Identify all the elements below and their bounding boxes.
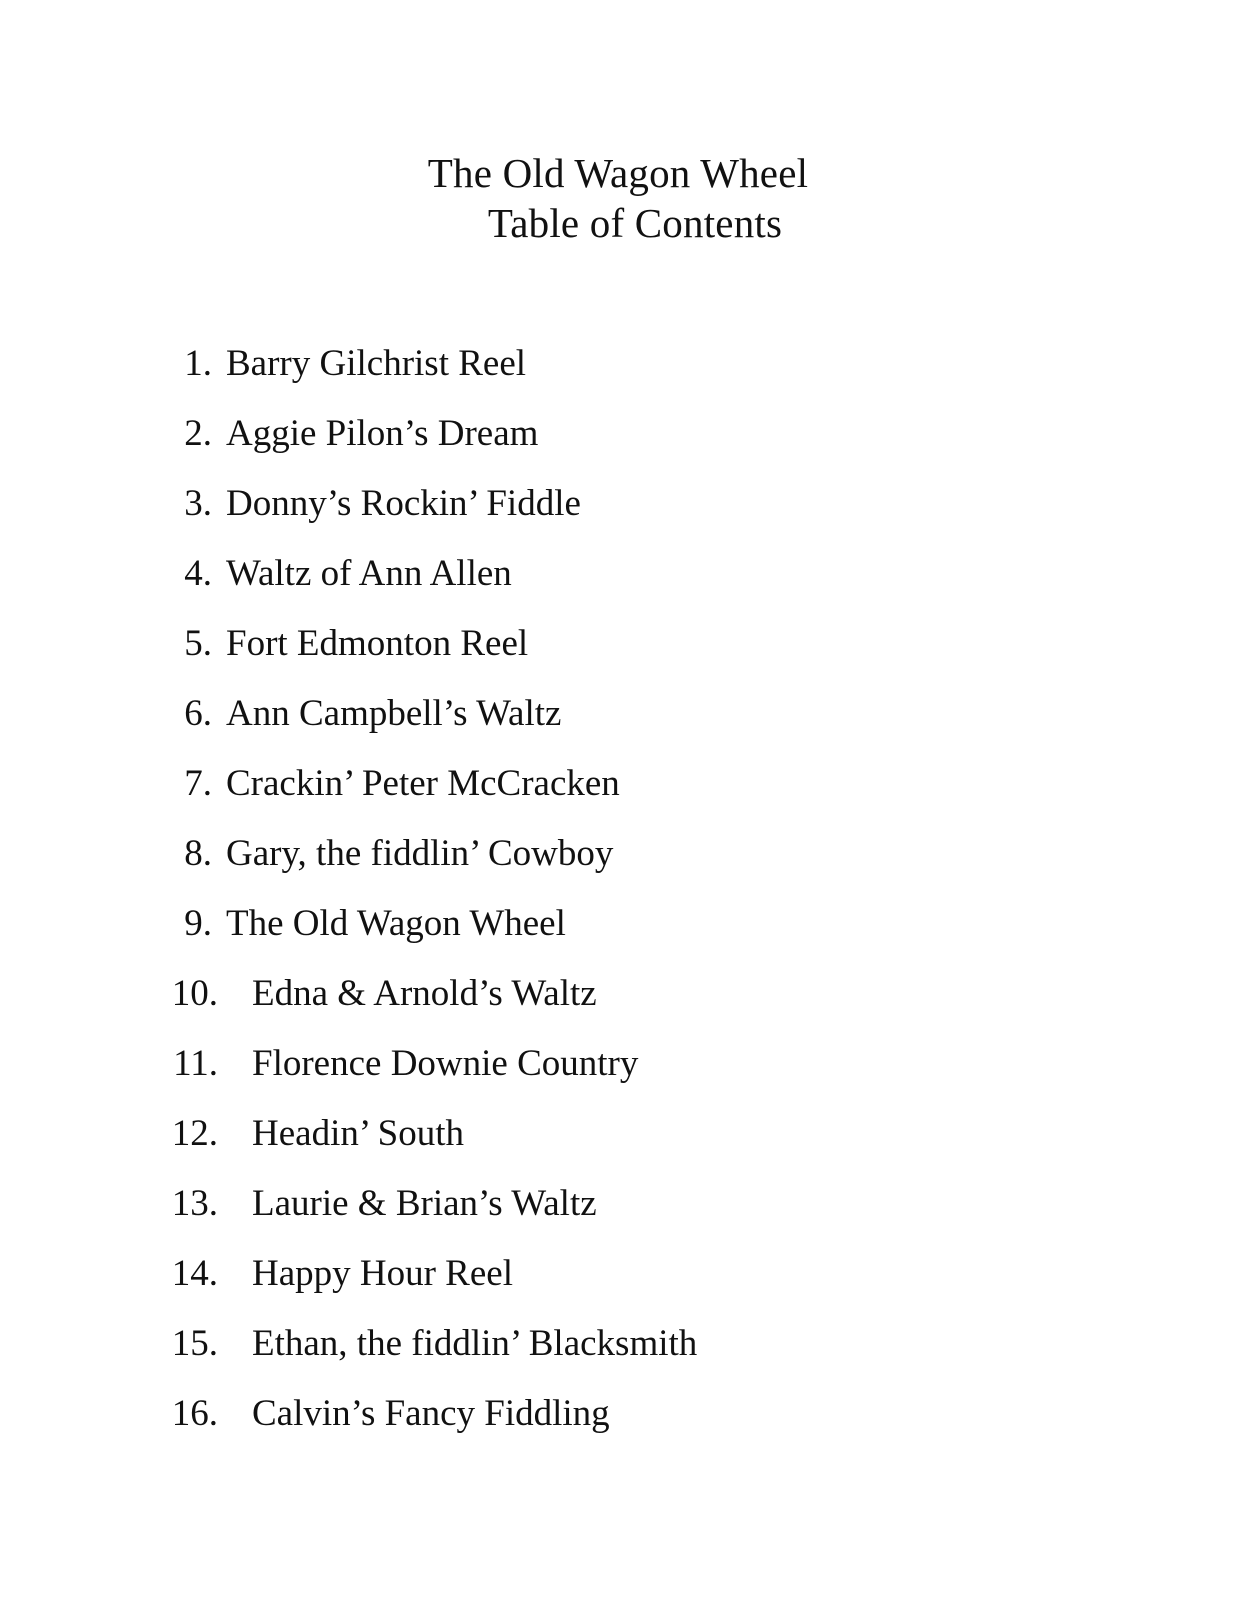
toc-item — [0, 1316, 1236, 1386]
toc-item — [0, 336, 1236, 406]
toc-item — [0, 1106, 1236, 1176]
toc-item-title: Gary, the fiddlin’ Cowboy — [226, 833, 614, 874]
toc-item-number: 14. — [171, 1253, 218, 1294]
toc-item-number: 11. — [173, 1043, 218, 1084]
title-block — [0, 148, 1236, 248]
document-subtitle: Table of Contents — [487, 200, 783, 246]
toc-item-number: 10. — [171, 973, 218, 1014]
toc-item-number: 5. — [184, 623, 212, 664]
toc-item — [0, 1176, 1236, 1246]
toc-item-title: The Old Wagon Wheel — [226, 903, 566, 944]
toc-item-title: Laurie & Brian’s Waltz — [252, 1183, 597, 1224]
toc-item — [0, 686, 1236, 756]
toc-item-number: 8. — [184, 833, 212, 874]
toc-item-number: 13. — [171, 1183, 218, 1224]
toc-item-number: 7. — [184, 763, 212, 804]
toc-item — [0, 406, 1236, 476]
toc-item — [0, 1246, 1236, 1316]
toc-item-title: Ethan, the fiddlin’ Blacksmith — [252, 1323, 698, 1364]
toc-item — [0, 546, 1236, 616]
toc-item-title: Edna & Arnold’s Waltz — [252, 973, 597, 1014]
toc-item — [0, 756, 1236, 826]
toc-item-number: 16. — [171, 1393, 218, 1434]
toc-item — [0, 1386, 1236, 1456]
table-of-contents — [0, 336, 1236, 1456]
toc-item-title: Waltz of Ann Allen — [226, 553, 512, 594]
toc-item-number: 15. — [171, 1323, 218, 1364]
toc-item-number: 3. — [184, 483, 212, 524]
toc-item-number: 2. — [184, 413, 212, 454]
toc-item — [0, 1036, 1236, 1106]
toc-item-title: Headin’ South — [252, 1113, 465, 1154]
toc-item-number: 12. — [171, 1113, 218, 1154]
toc-item — [0, 896, 1236, 966]
toc-item — [0, 616, 1236, 686]
toc-item-title: Donny’s Rockin’ Fiddle — [226, 483, 581, 524]
toc-item-title: Barry Gilchrist Reel — [226, 343, 527, 384]
toc-item-title: Crackin’ Peter McCracken — [226, 763, 620, 804]
toc-item — [0, 966, 1236, 1036]
toc-item-title: Calvin’s Fancy Fiddling — [252, 1393, 610, 1434]
toc-item-title: Ann Campbell’s Waltz — [226, 693, 562, 734]
toc-item-number: 9. — [184, 903, 212, 944]
toc-item-number: 6. — [184, 693, 212, 734]
toc-item-title: Florence Downie Country — [252, 1043, 639, 1084]
toc-item-number: 1. — [184, 343, 212, 384]
toc-item-title: Happy Hour Reel — [252, 1253, 513, 1294]
toc-item — [0, 826, 1236, 896]
toc-item-title: Fort Edmonton Reel — [226, 623, 529, 664]
document-title: The Old Wagon Wheel — [427, 150, 809, 196]
toc-item-number: 4. — [184, 553, 212, 594]
toc-item-title: Aggie Pilon’s Dream — [226, 413, 539, 454]
toc-item — [0, 476, 1236, 546]
